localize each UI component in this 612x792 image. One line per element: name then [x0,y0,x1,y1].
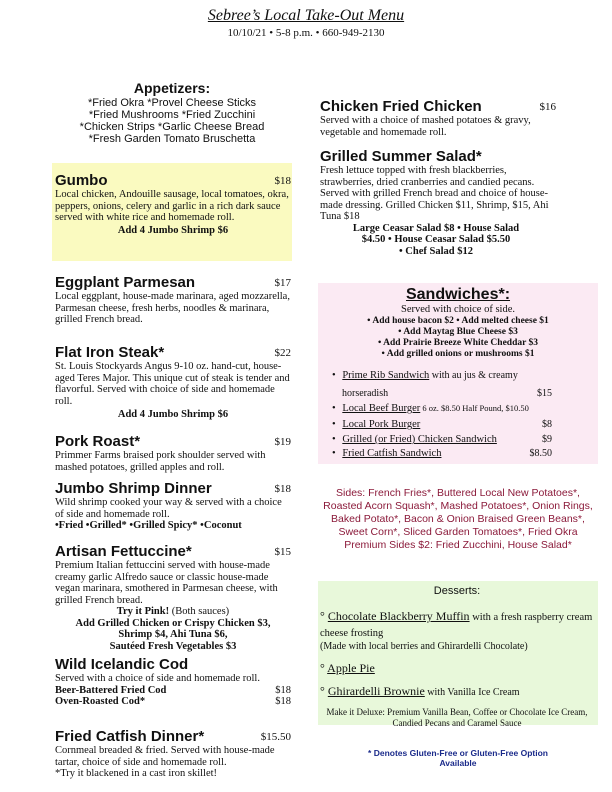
menu-subtitle: 10/10/21 • 5-8 p.m. • 660-949-2130 [227,27,385,39]
fettuccine-pink [55,606,291,618]
cod-desc: Served with a choice of side and homemade roll. [55,673,260,684]
sandwich-name: Local Beef Burger [342,403,421,414]
gumbo-item [55,172,291,236]
gluten-free-line-2: Available [439,758,477,768]
eggplant-item [55,274,291,326]
menu-title: Sebree’s Local Take-Out Menu [207,7,405,24]
cod-option-2-name: Oven-Roasted Cod* [55,696,146,707]
appetizers-section [52,80,292,145]
sandwich-prime-rib-line2 [342,388,552,399]
dessert-name: Chocolate Blackberry Muffin [327,609,470,623]
catfish-price: $15.50 [260,731,291,743]
salad-line-2: $4.50 • House Ceasar Salad $5.50 [361,234,511,245]
eggplant-name: Eggplant Parmesan [55,274,196,291]
sandwiches-header [318,286,598,360]
sandwiches-addons [318,316,598,360]
salad-line-1: Large Ceasar Salad $8 • House Salad [352,222,520,234]
jumbo-shrimp-price: $18 [274,483,291,495]
sandwich-addon: • Add house bacon $2 • Add melted cheese $1 [367,315,549,326]
sandwiches-title: Sandwiches*: [405,286,511,303]
catfish-name: Fried Catfish Dinner* [55,728,205,745]
jumbo-shrimp-name: Jumbo Shrimp Dinner [55,480,212,497]
desserts-section [320,585,594,728]
cod-option-1-price: $18 [275,684,291,696]
appetizer-line: *Fried Mushrooms *Fried Zucchini [88,109,256,121]
fettuccine-name: Artisan Fettuccine* [55,543,192,560]
gumbo-addon: Add 4 Jumbo Shrimp $6 [117,224,229,236]
sandwich-extra: 6 oz. $8.50 Half Pound, $10.50 [420,403,529,413]
jumbo-shrimp-options: •Fried •Grilled* •Grilled Spicy* •Coconut [55,520,242,531]
bullet: • [332,419,336,430]
sandwich-price: $8 [542,419,552,430]
sandwich-name: Fried Catfish Sandwich [342,448,442,459]
sandwich-chicken [332,434,552,445]
flat-iron-item [55,344,291,421]
catfish-note: *Try it blackened in a cast iron skillet! [55,768,218,779]
sides-section [318,487,598,552]
eggplant-desc: Local eggplant, house-made marinara, aged mozzarella, Parmesan cheese, fresh herbs, noodles & marinara, grilled French bread. [55,291,290,325]
gumbo-desc: Local chicken, Andouille sausage, local tomatoes, okra, peppers, onions, celery and garlic in a rich dark sauce served with white rice and homemade roll. [55,189,289,223]
sandwich-prime-rib [332,370,552,381]
sandwich-beef-burger [332,403,552,414]
dessert-desc: with Vanilla Ice Cream [424,687,520,698]
premium-sides: Premium Sides $2: Fried Zucchini, House Salad* [344,539,572,551]
dessert-name: Ghirardelli Brownie [327,684,425,698]
sandwich-addon: • Add grilled onions or mushrooms $1 [381,348,535,359]
jumbo-shrimp-item [55,480,291,532]
fettuccine-price: $15 [274,546,291,558]
pork-roast-desc: Primmer Farms braised pork shoulder served with mashed potatoes, grilled apples and roll. [55,450,266,473]
appetizer-line: *Chicken Strips *Garlic Cheese Bread [79,121,265,133]
appetizer-line: *Fresh Garden Tomato Bruschetta [88,133,256,145]
bullet: • [332,370,336,381]
desserts-title: Desserts: [433,585,481,597]
sandwich-extra: horseradish [342,388,389,399]
dessert-muffin [320,609,594,641]
dessert-brownie [320,684,594,699]
gumbo-price: $18 [274,175,291,187]
salad-line-3: • Chef Salad $12 [399,245,473,257]
chicken-fried-item [320,98,556,138]
dessert-desc: with a fresh raspberry cream cheese frosting [320,612,593,639]
bullet: • [332,403,336,414]
cod-name: Wild Icelandic Cod [55,656,189,673]
sandwich-pork-burger [332,419,552,430]
gluten-free-line-1: * Denotes Gluten-Free or Gluten-Free Option [368,748,548,758]
catfish-desc: Cornmeal breaded & fried. Served with house-made tartar, choice of side and homemade roll. [55,745,275,768]
fettuccine-item [55,543,291,652]
appetizers-list [52,97,292,145]
cod-option-2 [55,696,291,708]
bullet: • [332,434,336,445]
appetizer-line: *Fried Okra *Provel Cheese Sticks [87,97,257,109]
pork-roast-price: $19 [274,436,291,448]
cod-option-1 [55,685,291,697]
sandwich-addon: • Add Maytag Blue Cheese $3 [398,326,518,337]
sandwich-catfish [332,448,552,459]
gumbo-name: Gumbo [55,172,108,189]
fettuccine-addon-1: Add Grilled Chicken or Crispy Chicken $3, [75,617,271,629]
dessert-deluxe: Make it Deluxe: Premium Vanilla Bean, Coffee or Chocolate Ice Cream, Candied Pecans and Caramel Sauce [326,707,588,728]
sandwich-name: Grilled (or Fried) Chicken Sandwich [342,434,497,445]
chicken-fried-price: $16 [539,101,556,113]
sandwich-price: $9 [542,434,552,445]
pork-roast-name: Pork Roast* [55,433,141,450]
cod-option-2-price: $18 [275,696,291,707]
gluten-free-note [318,748,598,768]
cod-option-1-name: Beer-Battered Fried Cod [55,684,167,696]
sandwich-addon: • Add Prairie Breeze White Cheddar $3 [377,337,539,348]
fettuccine-addon-2: Shrimp $4, Ahi Tuna $6, [118,629,228,640]
chicken-fried-desc: Served with a choice of mashed potatoes & gravy, vegetable and homemade roll. [320,115,531,138]
flat-iron-addon: Add 4 Jumbo Shrimp $6 [117,409,229,420]
dessert-muffin-note: (Made with local berries and Ghirardelli Chocolate) [320,641,528,652]
salad-desc: Fresh lettuce topped with fresh blackberries, strawberries, dried cranberries and candied pecans. Served with grilled French bread and choice of house-made dressing. Grilled Chicken $11, Shrimp, $15, Ahi Tuna $18 [320,165,549,222]
dessert-apple-pie [320,661,594,676]
try-pink-note: (Both sauces) [169,606,230,617]
sandwich-name: Local Pork Burger [342,419,421,430]
bullet: ° [320,684,325,698]
jumbo-shrimp-desc: Wild shrimp cooked your way & served with a choice of side and homemade roll. [55,497,282,520]
dessert-name: Apple Pie [327,661,375,675]
pork-roast-item [55,433,291,473]
sides-list: Sides: French Fries*, Buttered Local New Potatoes*, Roasted Acorn Squash*, Mashed Potatoes*, Onion Rings, Baked Potato*, Bacon & Onion Braised Green Beans*, Sweet Corn*, Sliced Garden Tomatoes*, Fried Okra [323,487,593,538]
sandwich-price: $8.50 [529,448,552,459]
sandwich-price: $15 [537,388,552,399]
chicken-fried-name: Chicken Fried Chicken [320,98,482,115]
flat-iron-price: $22 [274,347,291,359]
cod-item [55,656,291,708]
salad-item [320,148,552,257]
sandwich-name: Prime Rib Sandwich [342,370,430,381]
fettuccine-desc: Premium Italian fettuccini served with house-made creamy garlic Alfredo sauce or classic house-made vegan marinara, smothered in Parmesan cheese, with grilled French bread. [55,560,278,606]
bullet: ° [320,609,325,623]
appetizers-title: Appetizers: [133,80,211,96]
bullet: ° [320,661,325,675]
fettuccine-addon-3: Sautéed Fresh Vegetables $3 [109,640,237,652]
catfish-item [55,728,291,780]
flat-iron-desc: St. Louis Stockyards Angus 9-10 oz. hand-cut, house-aged Teres Major. This unique cut of steak is tender and flavorful. Served with choice of side and homemade roll. [55,361,290,407]
bullet: • [332,448,336,459]
flat-iron-name: Flat Iron Steak* [55,344,165,361]
eggplant-price: $17 [274,277,291,289]
sandwich-extra: with au jus & creamy [429,370,518,381]
salad-name: Grilled Summer Salad* [320,148,482,165]
sandwiches-subtitle: Served with choice of side. [400,304,515,315]
try-pink-label: Try it Pink! [116,606,170,617]
